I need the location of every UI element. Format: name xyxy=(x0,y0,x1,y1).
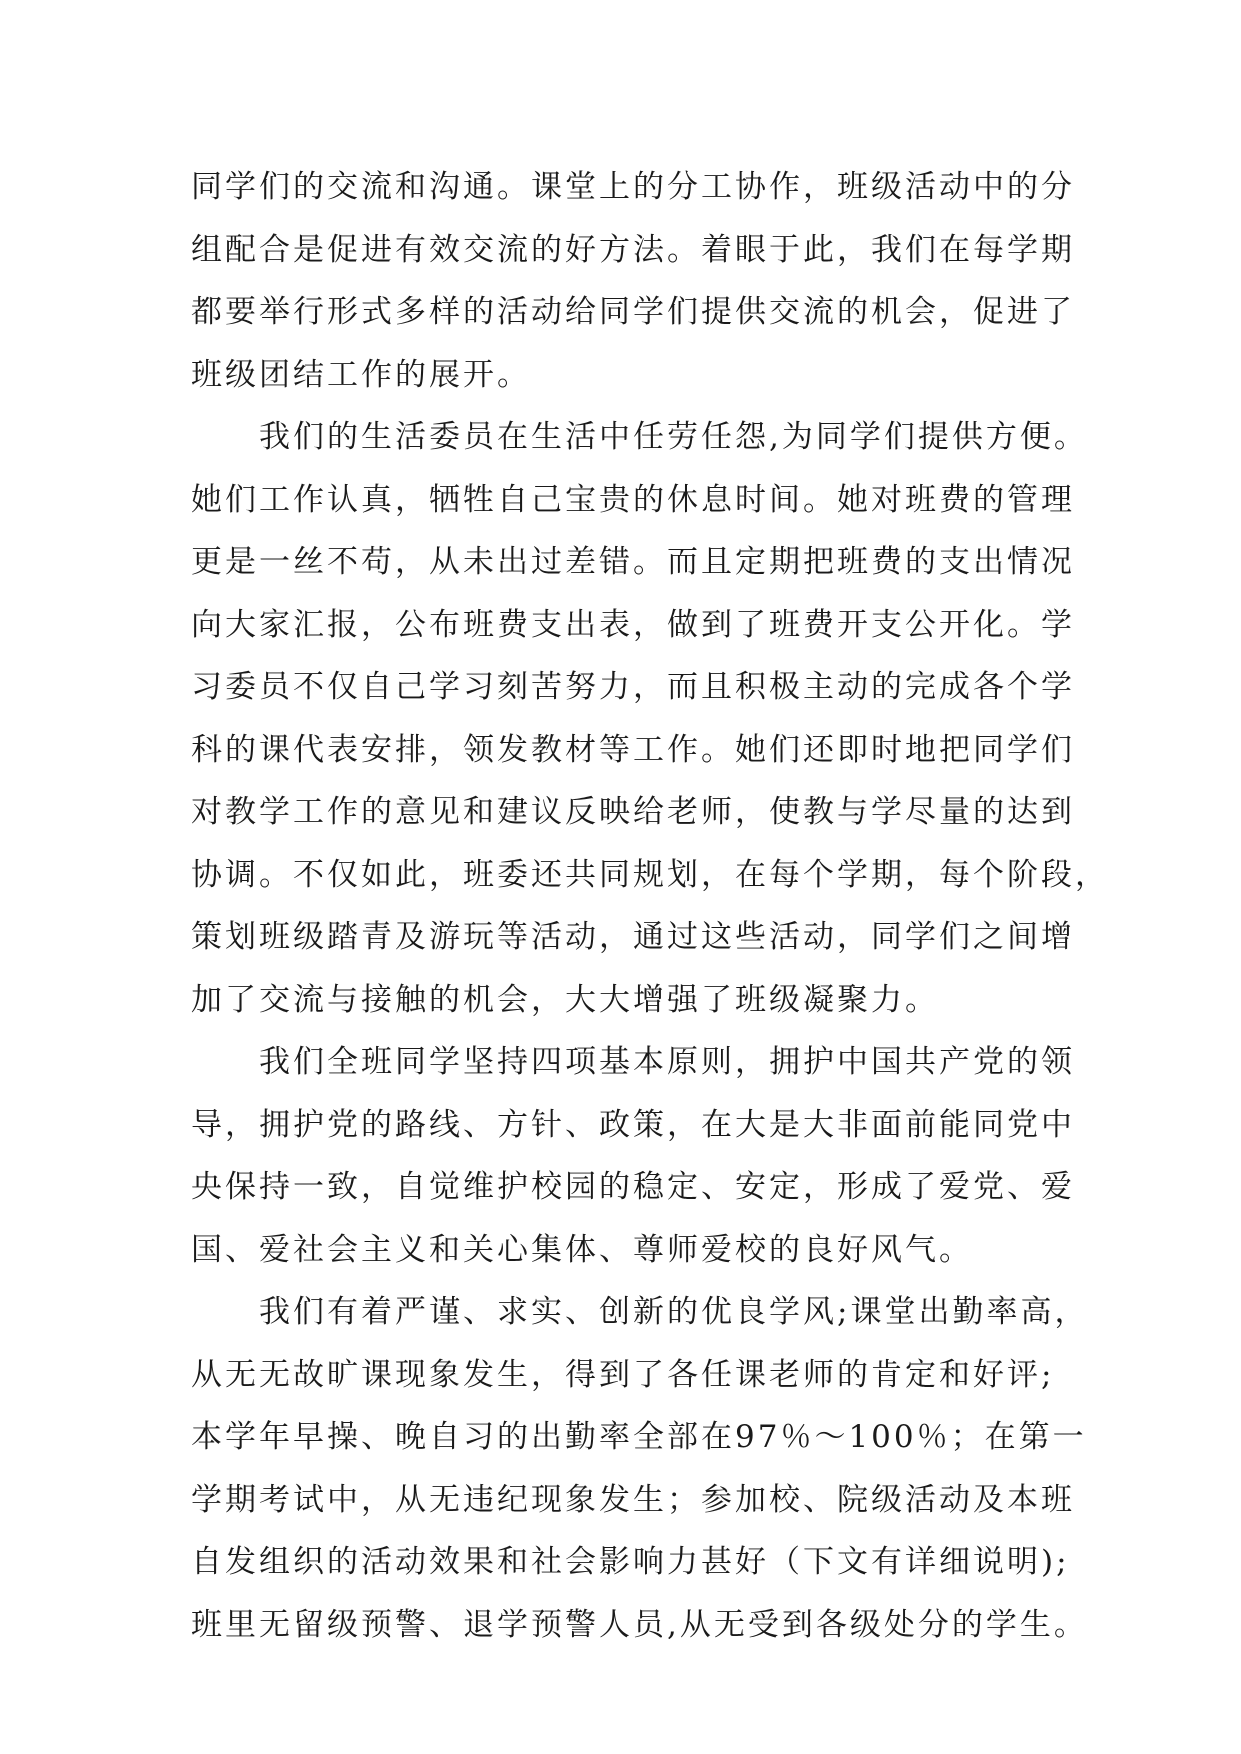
paragraph-4 xyxy=(191,1281,1089,1656)
text-line: 更是一丝不苟，从未出过差错。而且定期把班费的支出情况 xyxy=(191,544,1075,580)
text-line: 组配合是促进有效交流的好方法。着眼于此，我们在每学期 xyxy=(191,231,1075,268)
text-line: 策划班级踏青及游玩等活动，通过这些活动，同学们之间增 xyxy=(191,919,1075,955)
text-line: 对教学工作的意见和建议反映给老师，使教与学尽量的达到 xyxy=(191,794,1075,830)
paragraph-3 xyxy=(191,1031,1075,1281)
text-line: 加了交流与接触的机会，大大增强了班级凝聚力。 xyxy=(191,981,939,1018)
text-line: 向大家汇报，公布班费支出表，做到了班费开支公开化。学 xyxy=(191,606,1075,643)
text-line: 国、爱社会主义和关心集体、尊师爱校的良好风气。 xyxy=(191,1231,973,1268)
text-line: 班里无留级预警、退学预警人员,从无受到各级处分的学生。 xyxy=(191,1606,1088,1643)
text-line: 我们的生活委员在生活中任劳任怨,为同学们提供方便。 xyxy=(259,419,1088,455)
text-line: 从无无故旷课现象发生，得到了各任课老师的肯定和好评; xyxy=(191,1356,1055,1393)
paragraph-2 xyxy=(191,406,1109,1031)
document-body xyxy=(191,156,1109,1656)
text-line: 同学们的交流和沟通。课堂上的分工协作，班级活动中的分 xyxy=(191,169,1075,205)
text-line: 学期考试中，从无违纪现象发生；参加校、院级活动及本班 xyxy=(191,1481,1075,1518)
text-line: 她们工作认真，牺牲自己宝贵的休息时间。她对班费的管理 xyxy=(191,481,1075,518)
text-line: 央保持一致，自觉维护校园的稳定、安定，形成了爱党、爱 xyxy=(191,1169,1075,1205)
text-line: 科的课代表安排，领发教材等工作。她们还即时地把同学们 xyxy=(191,731,1075,768)
text-line: 都要举行形式多样的活动给同学们提供交流的机会，促进了 xyxy=(191,294,1075,330)
text-line: 习委员不仅自己学习刻苦努力，而且积极主动的完成各个学 xyxy=(191,669,1075,705)
text-line: 班级团结工作的展开。 xyxy=(191,356,531,393)
text-line: 本学年早操、晚自习的出勤率全部在97％～100％；在第一 xyxy=(191,1419,1087,1455)
paragraph-1 xyxy=(191,156,1075,406)
text-line: 我们全班同学坚持四项基本原则，拥护中国共产党的领 xyxy=(259,1044,1075,1080)
text-line: 我们有着严谨、求实、创新的优良学风;课堂出勤率高， xyxy=(259,1294,1089,1330)
text-line: 自发组织的活动效果和社会影响力甚好（下文有详细说明); xyxy=(191,1544,1070,1580)
text-line: 协调。不仅如此，班委还共同规划，在每个学期，每个阶段， xyxy=(191,856,1109,893)
text-line: 导，拥护党的路线、方针、政策，在大是大非面前能同党中 xyxy=(191,1106,1075,1143)
